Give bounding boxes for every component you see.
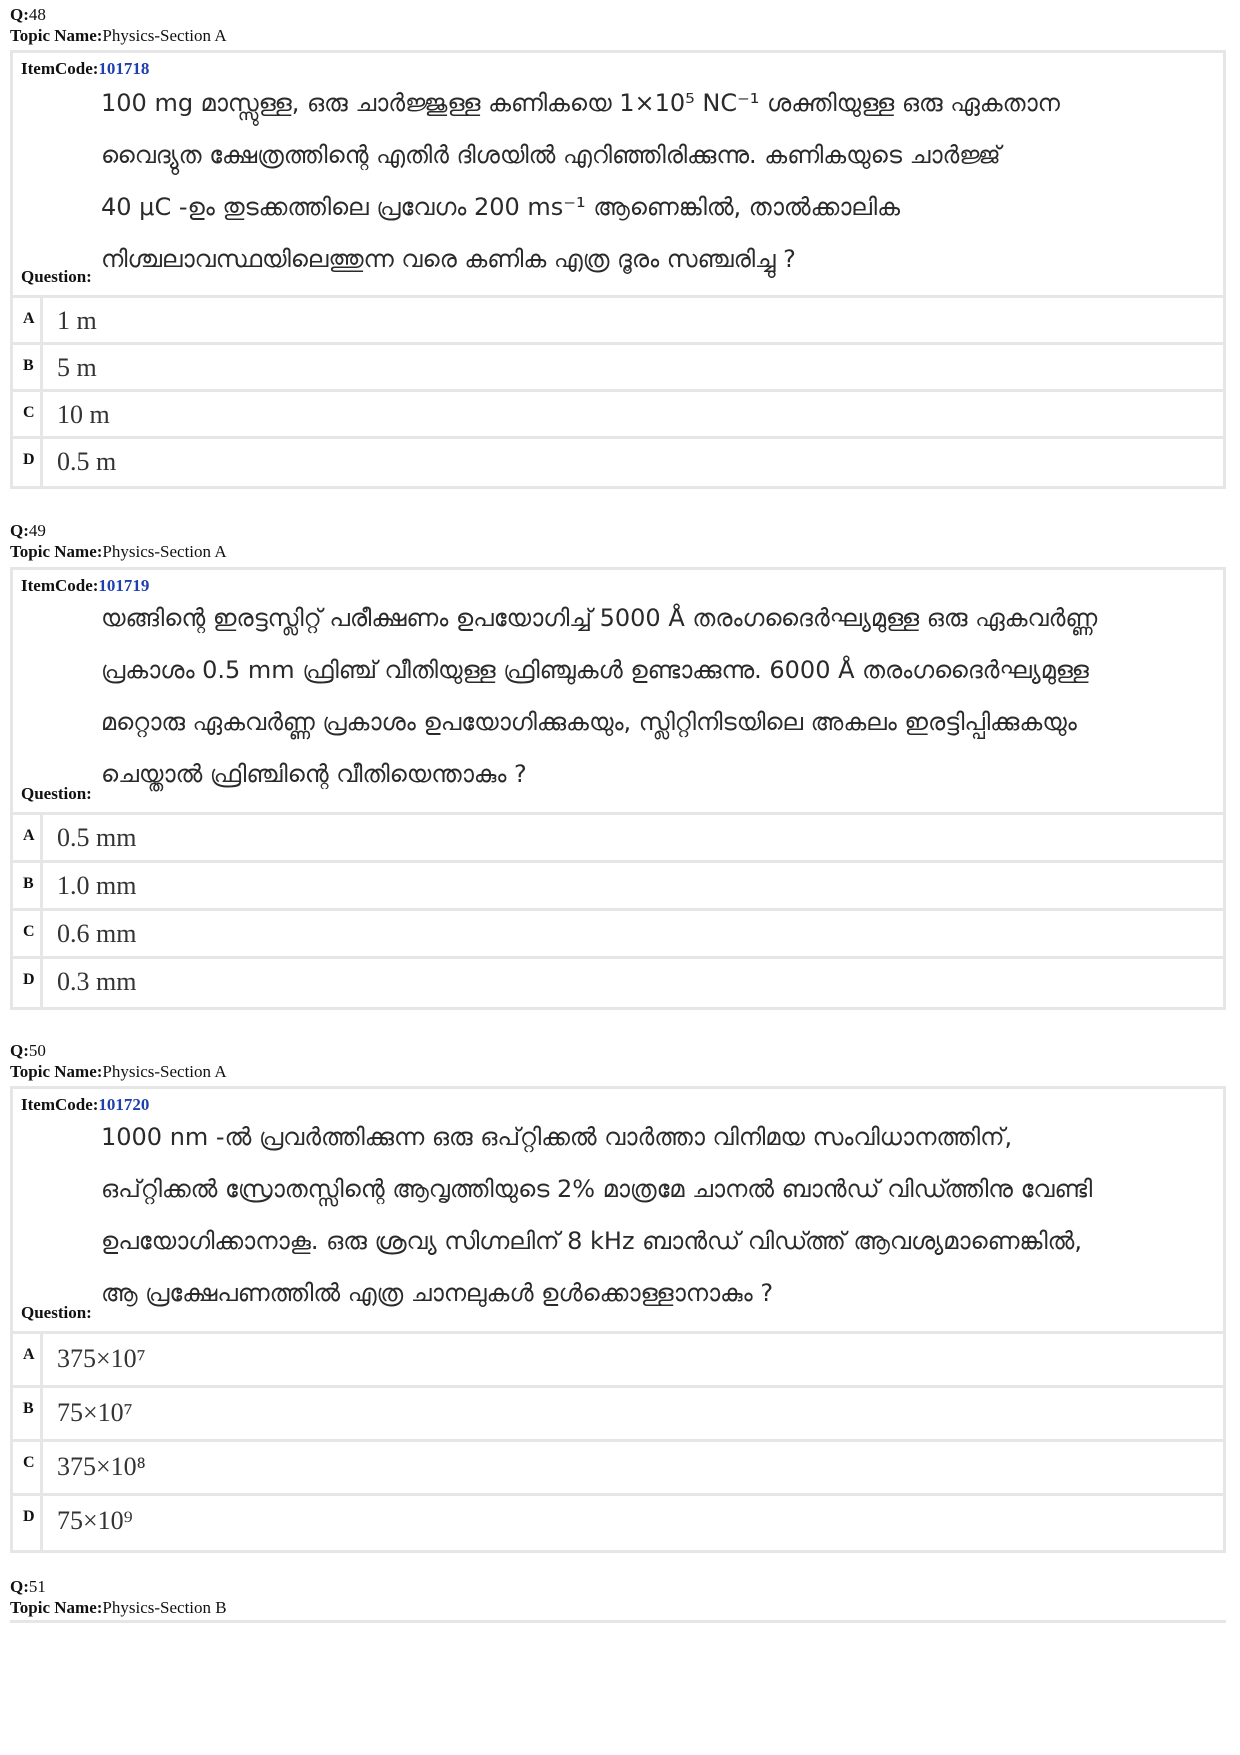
option-text: 75×10⁷ (57, 1398, 133, 1427)
question-header-50 (10, 1040, 227, 1082)
item-code: ItemCode:101720 (21, 1095, 150, 1114)
topic-prefix: Topic Name: (10, 1598, 103, 1617)
option-letter: B (13, 863, 43, 908)
question-header-51 (10, 1576, 227, 1618)
question-card-49 (10, 567, 1226, 1010)
question-line: ആ പ്രക്ഷേപണത്തിൽ എത്ര ചാനലുകൾ ഉൾക്കൊള്ളാനാകും ? (101, 1279, 774, 1307)
topic-name: Physics-Section A (102, 1062, 227, 1081)
question-line: യങ്ങിന്റെ ഇരട്ടസ്ലിറ്റ് പരീക്ഷണം ഉപയോഗിച്ച് 5000 Å തരംഗദൈർഘ്യമുള്ള ഒരു ഏകവർണ്ണ (101, 604, 1098, 632)
question-line: വൈദ്യുത ക്ഷേത്രത്തിന്റെ എതിർ ദിശയിൽ എറിഞ്ഞിരിക്കുന്നു. കണികയുടെ ചാർജ്ജ് (101, 141, 1001, 169)
q-prefix: Q: (10, 1041, 29, 1060)
topic-name: Physics-Section B (102, 1598, 227, 1617)
question-header-49 (10, 520, 227, 562)
option-text: 1.0 mm (57, 871, 137, 900)
topic-name: Physics-Section A (102, 26, 227, 45)
option-text: 0.5 m (57, 447, 117, 476)
q-prefix: Q: (10, 5, 29, 24)
card-top-border (10, 1620, 1226, 1623)
option-letter: D (13, 439, 43, 486)
option-row[interactable] (13, 863, 1223, 911)
item-code-value: 101719 (98, 576, 150, 595)
option-row[interactable] (13, 392, 1223, 439)
question-text (101, 89, 1211, 297)
option-letter: B (13, 1388, 43, 1439)
topic-prefix: Topic Name: (10, 26, 103, 45)
option-text: 75×10⁹ (57, 1506, 133, 1535)
option-text: 10 m (57, 400, 110, 429)
option-row[interactable] (13, 439, 1223, 486)
question-label: Question: (21, 1303, 92, 1322)
question-line: പ്രകാശം 0.5 mm ഫ്രിഞ്ച് വീതിയുള്ള ഫ്രിഞ്ചുകൾ ഉണ്ടാക്കുന്നു. 6000 Å തരംഗദൈർഘ്യമുള്ള (101, 656, 1089, 684)
question-line: 40 μC -ഉം തുടക്കത്തിലെ പ്രവേഗം 200 ms⁻¹ ആണെങ്കിൽ, താൽക്കാലിക (101, 193, 901, 221)
question-text (101, 604, 1211, 812)
option-text: 1 m (57, 306, 97, 335)
option-letter: A (13, 298, 43, 342)
option-row[interactable] (13, 1334, 1223, 1388)
question-card-48 (10, 50, 1226, 489)
question-label: Question: (21, 267, 92, 286)
question-box (13, 53, 1223, 298)
item-code: ItemCode:101719 (21, 576, 150, 595)
question-number: 48 (28, 5, 46, 24)
q-prefix: Q: (10, 1577, 29, 1596)
option-text: 375×10⁸ (57, 1452, 146, 1481)
item-code-value: 101720 (98, 1095, 150, 1114)
question-line: 1000 nm -ൽ പ്രവർത്തിക്കുന്ന ഒരു ഒപ്റ്റിക്കൽ വാർത്താ വിനിമയ സംവിധാനത്തിന്, (101, 1123, 1013, 1151)
question-label: Question: (21, 784, 92, 803)
option-letter: C (13, 911, 43, 956)
option-letter: B (13, 345, 43, 389)
option-row[interactable] (13, 959, 1223, 1007)
question-line: 100 mg മാസ്സുള്ള, ഒരു ചാർജ്ജുള്ള കണികയെ 1×10⁵ NC⁻¹ ശക്തിയുള്ള ഒരു ഏകതാന (101, 89, 1060, 117)
topic-prefix: Topic Name: (10, 542, 103, 561)
option-text: 0.6 mm (57, 919, 137, 948)
question-box (13, 570, 1223, 815)
option-row[interactable] (13, 1496, 1223, 1550)
question-text (101, 1123, 1211, 1331)
question-line: ഒപ്റ്റിക്കൽ സ്രോതസ്സിന്റെ ആവൃത്തിയുടെ 2% മാത്രമേ ചാനൽ ബാൻഡ് വിഡ്ത്തിനു വേണ്ടി (101, 1175, 1093, 1203)
option-letter: A (13, 815, 43, 860)
option-text: 5 m (57, 353, 97, 382)
question-line: ഉപയോഗിക്കാനാകൂ. ഒരു ശ്രവ്യ സിഗ്നലിന് 8 kHz ബാൻഡ് വിഡ്ത്ത് ആവശ്യമാണെങ്കിൽ, (101, 1227, 1082, 1255)
option-row[interactable] (13, 298, 1223, 345)
option-row[interactable] (13, 1388, 1223, 1442)
item-code: ItemCode:101718 (21, 59, 150, 78)
question-number: 51 (28, 1577, 46, 1596)
option-text: 375×10⁷ (57, 1344, 146, 1373)
option-text: 0.3 mm (57, 967, 137, 996)
question-card-50 (10, 1086, 1226, 1553)
option-row[interactable] (13, 345, 1223, 392)
q-prefix: Q: (10, 521, 29, 540)
question-line: നിശ്ചലാവസ്ഥയിലെത്തുന്ന വരെ കണിക എത്ര ദൂരം സഞ്ചരിച്ചു ? (101, 245, 796, 273)
option-letter: C (13, 1442, 43, 1493)
option-letter: D (13, 959, 43, 1007)
topic-name: Physics-Section A (102, 542, 227, 561)
option-text: 0.5 mm (57, 823, 137, 852)
topic-prefix: Topic Name: (10, 1062, 103, 1081)
option-letter: D (13, 1496, 43, 1550)
option-row[interactable] (13, 815, 1223, 863)
option-row[interactable] (13, 911, 1223, 959)
question-header-48 (10, 4, 227, 46)
option-letter: A (13, 1334, 43, 1385)
option-letter: C (13, 392, 43, 436)
question-number: 50 (28, 1041, 46, 1060)
question-number: 49 (28, 521, 46, 540)
question-line: മറ്റൊരു ഏകവർണ്ണ പ്രകാശം ഉപയോഗിക്കുകയും, സ്ലിറ്റിനിടയിലെ അകലം ഇരട്ടിപ്പിക്കുകയും (101, 708, 1077, 736)
question-box (13, 1089, 1223, 1334)
option-row[interactable] (13, 1442, 1223, 1496)
question-line: ചെയ്താൽ ഫ്രിഞ്ചിന്റെ വീതിയെന്താകും ? (101, 760, 527, 788)
item-code-value: 101718 (98, 59, 150, 78)
